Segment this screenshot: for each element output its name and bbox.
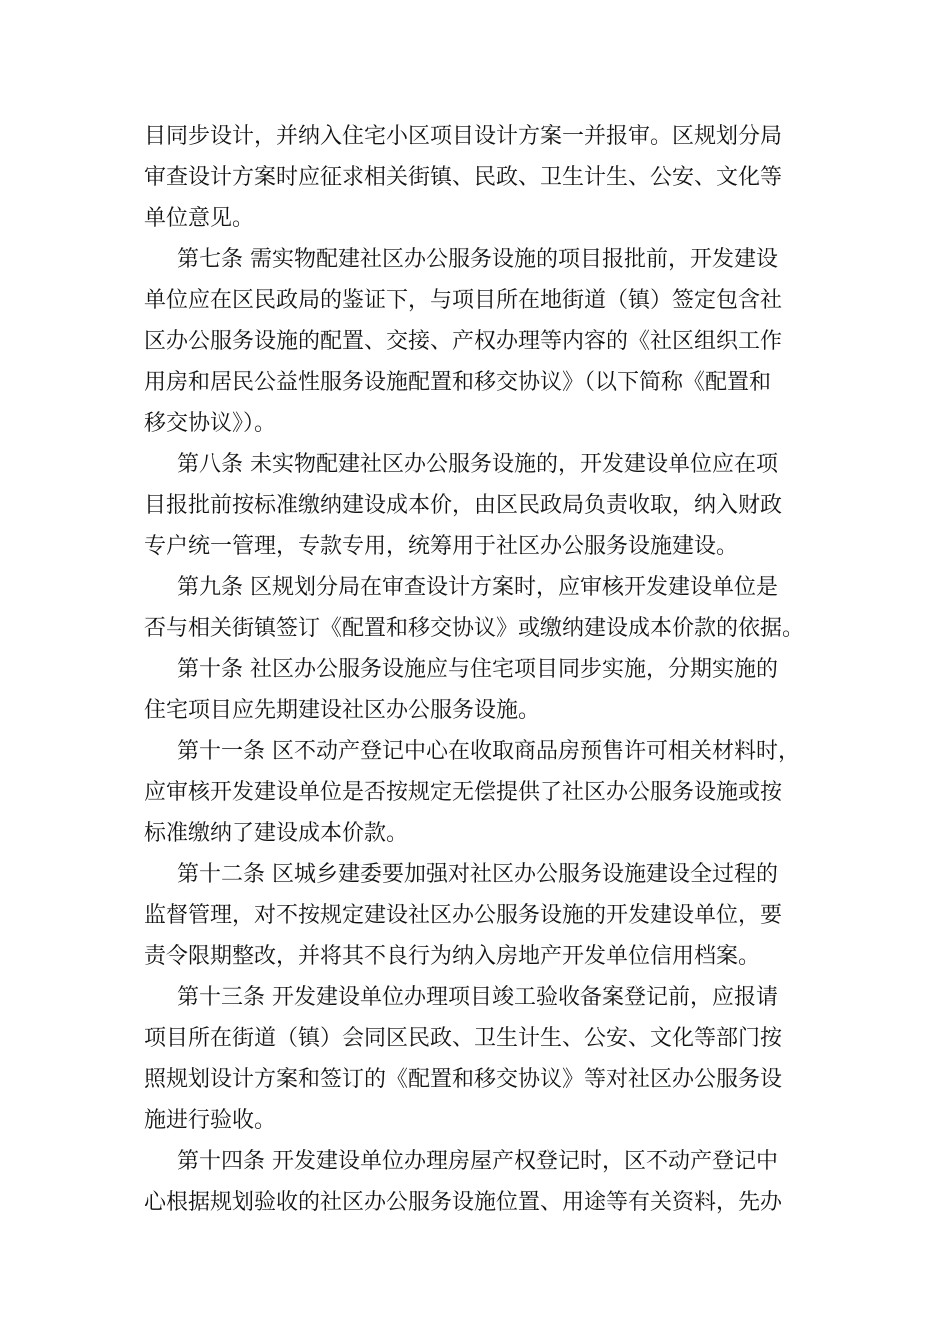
text-line: 审查设计方案时应征求相关街镇、民政、卫生计生、公安、文化等 <box>144 165 783 190</box>
paragraph-article-11 <box>144 731 808 854</box>
paragraph-continuation <box>144 116 808 239</box>
document-body <box>144 116 808 1223</box>
text-line: 目报批前按标准缴纳建设成本价，由区民政局负责收取，纳入财政 <box>144 493 783 518</box>
text-line: 用房和居民公益性服务设施配置和移交协议》（以下简称《配置和 <box>144 370 772 395</box>
text-line: 第九条 区规划分局在审查设计方案时，应审核开发建设单位是 <box>177 575 778 600</box>
text-line: 目同步设计，并纳入住宅小区项目设计方案一并报审。区规划分局 <box>144 124 783 149</box>
paragraph-article-14 <box>144 1141 808 1223</box>
text-line: 区办公服务设施的配置、交接、产权办理等内容的《社区组织工作 <box>144 329 783 354</box>
text-line: 第十一条 区不动产登记中心在收取商品房预售许可相关材料时， <box>177 739 800 764</box>
paragraph-article-8 <box>144 444 808 567</box>
text-line: 第八条 未实物配建社区办公服务设施的，开发建设单位应在项 <box>177 452 778 477</box>
text-line: 责令限期整改，并将其不良行为纳入房地产开发单位信用档案。 <box>144 944 761 969</box>
text-line: 专户统一管理，专款专用，统筹用于社区办公服务设施建设。 <box>144 534 739 559</box>
text-line: 照规划设计方案和签订的《配置和移交协议》等对社区办公服务设 <box>144 1067 783 1092</box>
text-line: 住宅项目应先期建设社区办公服务设施。 <box>144 698 541 723</box>
text-line: 单位意见。 <box>144 206 255 231</box>
text-line: 施进行验收。 <box>144 1108 277 1133</box>
text-line: 否与相关街镇签订《配置和移交协议》或缴纳建设成本价款的依据。 <box>144 616 805 641</box>
paragraph-article-12 <box>144 854 808 977</box>
text-line: 第十四条 开发建设单位办理房屋产权登记时，区不动产登记中 <box>177 1149 778 1174</box>
text-line: 移交协议》）。 <box>144 411 277 436</box>
text-line: 第十三条 开发建设单位办理项目竣工验收备案登记前，应报请 <box>177 985 778 1010</box>
text-line: 标准缴纳了建设成本价款。 <box>144 821 409 846</box>
text-line: 应审核开发建设单位是否按规定无偿提供了社区办公服务设施或按 <box>144 780 783 805</box>
text-line: 第十条 社区办公服务设施应与住宅项目同步实施，分期实施的 <box>177 657 778 682</box>
text-line: 第七条 需实物配建社区办公服务设施的项目报批前，开发建设 <box>177 247 778 272</box>
paragraph-article-10 <box>144 649 808 731</box>
paragraph-article-7 <box>144 239 808 444</box>
text-line: 单位应在区民政局的鉴证下，与项目所在地街道（镇）签定包含社 <box>144 288 783 313</box>
text-line: 心根据规划验收的社区办公服务设施位置、用途等有关资料，先办 <box>144 1190 783 1215</box>
text-line: 项目所在街道（镇）会同区民政、卫生计生、公安、文化等部门按 <box>144 1026 783 1051</box>
text-line: 第十二条 区城乡建委要加强对社区办公服务设施建设全过程的 <box>177 862 778 887</box>
paragraph-article-9 <box>144 567 808 649</box>
paragraph-article-13 <box>144 977 808 1141</box>
text-line: 监督管理，对不按规定建设社区办公服务设施的开发建设单位，要 <box>144 903 783 928</box>
